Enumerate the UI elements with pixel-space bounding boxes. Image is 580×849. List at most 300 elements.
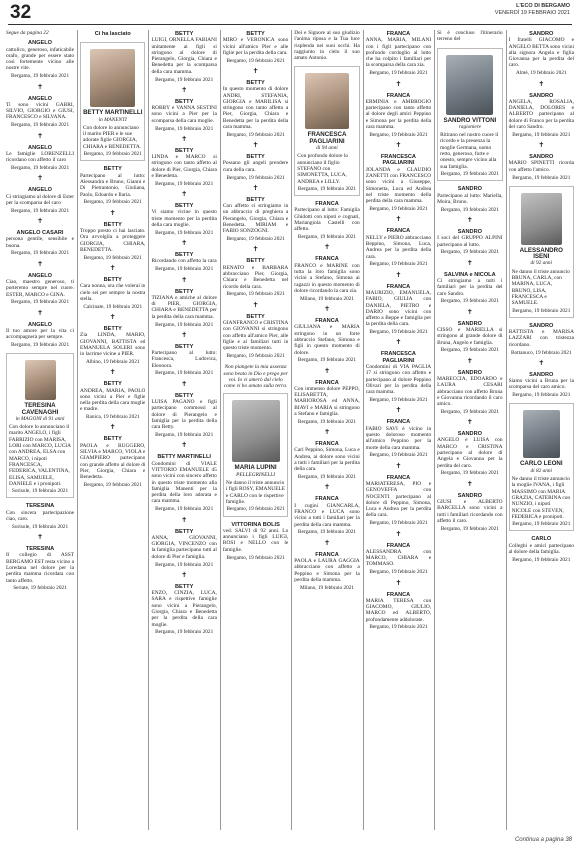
deceased-age: in MAGONI di 91 anni <box>15 415 65 422</box>
notice-text: Partecipano al lutto: Francesca, Ludovica, Eleonora. <box>151 350 217 369</box>
notice-text: Condomini di VIA PAGLIA 17 si stringono con affetto e partecipano al dolore Peppino Olivari per la perdita della cara mamma. <box>365 364 432 396</box>
notice-text: ANNA, GIOVANNI, GIORGIA, VINCENZO con la famiglia partecipano tutti al dolore di Pier e famiglia. <box>151 534 217 560</box>
notice-name: SANDRO <box>457 431 482 438</box>
notice-name: SANDRO <box>529 322 554 329</box>
notice-place-date: Bergamo, 19 febbraio 2021 <box>297 418 357 425</box>
death-announcement <box>223 393 288 516</box>
cross-icon: ✝ <box>395 215 402 224</box>
cross-icon: ✝ <box>395 141 402 150</box>
notice-text: MAURIZIO, EMANUELA, FABIO, GIULIA con DANIELA, PIETRO e DARIO sono vicini con affetto a Beppe e famiglia per la perdita della cara. <box>365 289 432 328</box>
obituary-notice <box>80 222 145 272</box>
notice-text: Vi siamo vicine in questo triste momento per la perdita della cara moglie. <box>151 209 217 229</box>
cross-icon: ✝ <box>324 366 330 375</box>
notice-name: FRANCA <box>315 551 339 558</box>
announcement-place-date: Bergamo, 19 febbraio 2021 <box>83 151 142 158</box>
column-3 <box>148 30 216 830</box>
notice-text: CISSO e MARIELLA si stringono al grande dolore di Bruna, Angelo e famiglia. <box>437 326 503 346</box>
obituary-notice <box>223 197 288 254</box>
obituary-notice <box>223 31 288 75</box>
notice-place-date: Bergamo, 19 febbraio 2021 <box>155 506 214 513</box>
obituary-notice <box>366 351 431 414</box>
notice-place-date: Bergamo, 19 febbraio 2021 <box>440 206 499 213</box>
deceased-age: di 82 anni <box>530 467 553 474</box>
cross-icon: ✝ <box>466 356 473 365</box>
notice-place-date: Bergamo, 19 febbraio 2021 <box>440 298 499 305</box>
quote: Non piangete la mia assenza sono beata in Dio e prego per voi. Io vi amerò dal cielo come vi ho amato sulla terra. <box>223 364 288 390</box>
cross-icon: ✝ <box>252 245 259 254</box>
announcement-place-date: Sorisole, 19 febbraio 2021 <box>11 488 69 495</box>
cross-icon: ✝ <box>538 141 545 150</box>
obituary-notice <box>80 436 145 488</box>
notice-place-date: Bergamo, 19 febbraio 2021 <box>155 629 214 636</box>
cross-icon: ✝ <box>109 312 116 321</box>
cross-icon: ✝ <box>181 570 188 579</box>
obituary-notice <box>6 503 74 541</box>
deceased-name: CARLO LEONI <box>519 460 563 468</box>
obituary-notice <box>80 277 145 321</box>
obituary-notice <box>151 344 216 388</box>
notice-name: FRANCA <box>315 256 339 263</box>
notice-place-date: Bergamo, 19 febbraio 2021 <box>512 392 571 399</box>
obituary-notice <box>366 284 431 347</box>
notice-place-date: Bergamo, 19 febbraio 2021 <box>440 470 499 477</box>
cross-icon: ✝ <box>109 208 116 217</box>
page-header <box>8 0 572 26</box>
notice-place-date: Bergamo, 19 febbraio 2021 <box>226 57 285 64</box>
obituary-notice <box>151 203 216 247</box>
notice-place-date: Bergamo, 19 febbraio 2021 <box>226 352 285 359</box>
obituary-notice <box>6 230 74 268</box>
notice-place-date: Bergamo, 19 febbraio 2021 <box>83 482 142 489</box>
announcement-text: Ne danno il triste annuncio BRUNA, CARLA, con MARINA, LUCA, BRUNO, LISA, FRANCESCA e SAMUELE. <box>511 268 570 307</box>
notice-text: Con sincera partecipazione ciao, caro. <box>6 509 75 523</box>
notice-place-date: Bergamo, 19 febbraio 2021 <box>512 556 571 563</box>
cross-icon: ✝ <box>37 131 43 140</box>
cross-icon: ✝ <box>109 423 116 432</box>
cross-icon: ✝ <box>181 275 188 284</box>
notice-text: Con affetto ci stringiamo in un abbraccio di preghiera a Pierangelo, Giorgia, Chiara e Benedetta. MIRIAM e FABIO SONZOGNI. <box>222 203 289 235</box>
notice-text: Colleghi e amici partecipano al dolore della famiglia. <box>508 542 574 556</box>
notice-name: FRANCA <box>386 542 411 549</box>
obituary-notice <box>151 252 216 283</box>
page-number: 32 <box>10 2 32 23</box>
notice-text: Partecipano al lutto: Famiglia Ghidotti con nipoti e cognati, Mariangiola Castelli con affetto. <box>294 207 360 233</box>
cross-icon: ✝ <box>252 141 259 150</box>
obituary-notice <box>151 148 216 198</box>
notice-text: Con immenso dolore PEPPO, ELISABETTA, MARIOROSA ed ANNA, BIAVI e MARIA si stringono a Stefano e famiglia. <box>294 385 360 418</box>
notice-place-date: Bergamo, 19 febbraio 2021 <box>226 291 285 298</box>
announcement-text: Con dolore lo annunciano il marito ANGELO, i figli FABRIZIO con MARISA, LORI con MARCO, LUCIA con ANDREA, ELSA con MARCO, i nipoti FRANCESCA, FEDERICA, VALENTINA, ELISA, SAMUELE, DANIELE e i pronipoti. <box>9 424 71 487</box>
column-4 <box>220 30 288 830</box>
notice-name: BETTY <box>174 98 194 105</box>
notice-text: TIZIANA e amiche al dolore di PIER, GIORGIA, CHIARA e BENEDETTA per la perdita della cara mamma. <box>151 294 217 320</box>
cross-icon: ✝ <box>395 406 402 415</box>
masthead <box>495 3 570 17</box>
notice-text: Siamo vicini a Bruna per la scomparsa del caro amico. <box>508 378 574 391</box>
notice-text: PAOLA e RUGGERO, SILVIA e MARCO, VIOLA e GIAMPIERO partecipano con grande affetto al dolore di Pier, Giorgia, Chiara e Benedetta. <box>80 442 146 481</box>
column-2 <box>77 30 145 830</box>
notice-name: SANDRO <box>529 154 554 161</box>
cross-icon: ✝ <box>324 243 330 252</box>
notice-text: ENZO, CINZIA, LUCA, SARA e rispettive famiglie sono vicini a Pierangelo, Giorgia, Chiara e Benedetta per la perdita della cara moglie. <box>151 590 217 628</box>
notice-place-date: Bergamo, 19 febbraio 2021 <box>155 266 214 273</box>
notice-place-date: Bergamo, 19 febbraio 2021 <box>155 370 214 377</box>
notice-text: ALESSANDRA con MARCO, CHIARA e TOMMASO. <box>365 548 432 568</box>
deceased-age: di 94 anni <box>316 145 338 152</box>
cross-icon: ✝ <box>37 216 43 225</box>
cross-icon: ✝ <box>181 239 188 248</box>
notice-text: Zia LINDA, MARIO, GIOVANNI, BATTISTA ed EMANUELA SOLERI sono in lacrime vicine a PIER. <box>80 332 146 358</box>
obituary-notice <box>294 552 359 591</box>
obituary-notice <box>509 154 574 181</box>
obituary-notice <box>437 229 502 267</box>
notice-name: BETTY <box>246 313 265 320</box>
cross-icon: ✝ <box>466 307 473 316</box>
notice-place-date: Milano, 19 febbraio 2021 <box>299 584 355 591</box>
notice-place-date: Bottanuco, 19 febbraio 2021 <box>510 349 572 356</box>
notice-text: ROBBY e VANNA SESTINI sono vicini a Pier per la scomparsa della cara moglie. <box>151 105 217 124</box>
notice-text: Possano gli angeli prendere cura della cara. <box>222 160 289 173</box>
obituary-notice <box>223 314 288 360</box>
cross-icon: ✝ <box>538 79 545 88</box>
portrait-photo <box>521 193 562 245</box>
notice-place-date: Bergamo, 19 febbraio 2021 <box>297 474 357 481</box>
cross-icon: ✝ <box>538 358 545 367</box>
notice-place-date: Seriate, 19 febbraio 2021 <box>13 585 67 592</box>
notice-place-date: Bergamo, 19 febbraio 2021 <box>226 554 285 561</box>
notice-place-date: Bergamo, 19 febbraio 2021 <box>369 520 428 527</box>
notice-text: ANDREA, MARIA, PAOLO sono vicini a Pier e figlie nella perdita della cara moglie e madre. <box>80 387 146 413</box>
notice-text: ved. SALVI di 92 anni. Lo annunciano i figli LUIGI, ROSI e NELLO con le famiglie. <box>222 527 289 553</box>
notice-place-date: Albino, 19 febbraio 2021 <box>85 358 140 365</box>
obituary-notice <box>437 493 502 532</box>
obituary-notice <box>294 380 359 437</box>
obituary-notice <box>151 584 216 636</box>
obituary-notice <box>151 31 216 94</box>
notice-name: FRANCA <box>315 201 339 208</box>
deceased-age: di 92 anni <box>530 260 553 267</box>
notice-name: BETTY <box>103 166 122 173</box>
cross-icon: ✝ <box>37 533 43 542</box>
notice-text: Ricordando con affetto la cara <box>151 258 217 265</box>
cross-icon: ✝ <box>324 483 330 492</box>
notice-text: I cugini GIANCARLA, FRANCO e LUCA sono vicini a tutti i familiari per la perdita della cara mamma. <box>294 502 360 528</box>
notice-text: ERMINIA e AMBROGIO partecipano con tanto affetto al dolore degli amici Peppino e Simona per la perdita della cara mamma. <box>365 98 432 131</box>
announcement-place-date: Bergamo, 19 febbraio 2021 <box>440 170 499 177</box>
notice-name: BETTY <box>174 528 194 535</box>
cross-icon: ✝ <box>37 174 43 183</box>
notice-name: BETTY <box>103 221 122 228</box>
cross-icon: ✝ <box>181 379 188 388</box>
notice-name: BETTY <box>174 147 194 154</box>
deceased-name: TERESINA CAVENAGHI <box>21 402 59 416</box>
notice-name: BETTY <box>174 583 194 590</box>
cross-icon: ✝ <box>395 338 402 347</box>
portrait-photo <box>90 49 135 107</box>
notice-place-date: Bergamo, 19 febbraio 2021 <box>369 452 428 459</box>
obituary-notice <box>223 154 288 192</box>
notice-place-date: Bergamo, 19 febbraio 2021 <box>155 125 214 132</box>
portrait-photo <box>523 410 560 458</box>
cross-icon: ✝ <box>395 461 402 470</box>
notice-text: NELLY e PIERO abbracciano Beppino, Simona, Luca, Andrea per la perdita della cara. <box>365 234 432 260</box>
announcement-text: Ne danno il triste annuncio la moglie IVANA, i figli MASSIMO con MARIA GRAZIA, CATERINA con NUNZIO, i nipoti NICOLE con STEVEN, FEDERICA e pronipoti. <box>511 476 571 520</box>
deceased-age: ragioniere <box>458 123 481 130</box>
column-8 <box>506 30 574 830</box>
cross-icon: ✝ <box>37 82 43 91</box>
obituary-notice <box>80 381 145 431</box>
notice-text: Ti sono vicini GABRI, SILVIO, GIORGIO e GIUSI, FRANCESCO e SILVANA. <box>6 101 75 121</box>
issue-date: VENERDÌ 19 FEBBRAIO 2021 <box>494 10 570 16</box>
notice-text: Dei e Signore al suo giudizio l'anima riposa e la Tua luce risplenda nei suoi occhi. Ha raggiunto in cielo il suo amato Antonio. <box>294 30 360 62</box>
portrait-photo <box>232 400 280 462</box>
notice-name: FRANCA <box>386 92 411 99</box>
cross-icon: ✝ <box>181 85 188 94</box>
obituary-notice <box>151 289 216 339</box>
obituary-notice <box>6 546 74 592</box>
notice-text: Il collegio di ASST BERGAMO EST resta vicino a Loredana nel dolore per la perdita mamma ricordata con tanto affetto. <box>6 552 75 584</box>
announcement-place-date: Bergamo, 19 febbraio 2021 <box>512 307 571 314</box>
notice-name: SANDRO <box>529 371 554 378</box>
notice-name: BETTY <box>103 325 122 332</box>
obituary-notice <box>6 40 74 90</box>
announcement-text: Con dolore lo annunciano il marito PIER e le sue adorate figlie GIORGIA, CHIARA e BENEDETTA. <box>83 124 142 150</box>
notice-name: BETTY <box>246 31 265 37</box>
notice-text: BATTISTA e MARISA LAZZARI con tristezza ricordano. <box>508 329 574 348</box>
notice-place-date: Bergamo, 19 febbraio 2021 <box>512 174 571 181</box>
notice-name: FRANCA <box>315 496 339 503</box>
notice-name: BETTY <box>246 196 265 203</box>
notice-name: BETTY <box>103 436 122 443</box>
notice-name: TERESINA <box>25 546 55 553</box>
notice-place-date: Bergamo, 19 febbraio 2021 <box>369 206 428 213</box>
cross-icon: ✝ <box>324 305 330 314</box>
notice-name: BETTY <box>174 288 194 295</box>
column-7 <box>434 30 502 830</box>
obituary-notice <box>6 273 74 317</box>
obituary-notice <box>366 228 431 278</box>
obituary-notice <box>437 321 502 365</box>
obituary-notice <box>151 454 216 523</box>
death-announcement <box>294 66 359 196</box>
notice-name: SANDRO <box>457 320 482 327</box>
death-announcement <box>509 186 574 318</box>
obituary-notice <box>437 431 502 488</box>
notice-text: Ciao, maestro generoso, ti porteremo sempre nel cuore. ESTER, MARCO e GINA. <box>6 278 75 298</box>
notice-name: FRANCA <box>315 379 339 386</box>
obituary-notice <box>80 31 145 37</box>
notice-name: FRANCA <box>386 591 411 598</box>
notice-text: RENATO e BARBARA abbracciano Pier, Giorgia, Chiara e Benedetta nel ricordo della cara. <box>222 264 289 290</box>
cross-icon: ✝ <box>252 183 259 192</box>
obituary-notice <box>509 31 574 88</box>
deceased-name: FRANCESCA PAGLIARINI <box>307 131 347 145</box>
cross-icon: ✝ <box>181 515 188 524</box>
notice-text: Le famiglie LORENZELLI ricordano con affetto il caro <box>6 150 75 164</box>
notice-name: ANGELO CASARI <box>16 229 64 236</box>
notice-text: Il tuo amore per la vita ci accompagnerà per sempre. <box>6 327 75 341</box>
cross-icon: ✝ <box>109 263 116 272</box>
notice-place-date: Bergamo, 19 febbraio 2021 <box>155 432 214 439</box>
cross-icon: ✝ <box>395 270 402 279</box>
notice-place-date: Bergamo, 19 febbraio 2021 <box>369 397 428 404</box>
notice-text: Cara nonna, ora che volerai in cielo sei per sempre la nostra stella. <box>80 283 146 302</box>
notice-place-date: Bergamo, 19 febbraio 2021 <box>440 408 499 415</box>
notice-name: BETTY <box>174 252 194 259</box>
notice-place-date: Bergamo, 19 febbraio 2021 <box>369 261 428 268</box>
notice-name: ANGELO <box>28 187 52 194</box>
notice-place-date: Bergamo, 19 febbraio 2021 <box>10 122 70 129</box>
notice-place-date: Bergamo, 19 febbraio 2021 <box>10 250 70 257</box>
notice-place-date: Bergamo, 19 febbraio 2021 <box>512 131 571 138</box>
notice-place-date: Bergamo, 19 febbraio 2021 <box>297 529 357 536</box>
continued-to: Continua a pagina 38 <box>514 837 572 843</box>
notice-place-date: Ranica, 19 febbraio 2021 <box>85 414 140 421</box>
notice-name: TERESINA <box>25 503 55 510</box>
obituary-notice <box>366 543 431 587</box>
announcement-place-date: Bergamo, 19 febbraio 2021 <box>512 521 571 528</box>
obituary-notice <box>151 529 216 579</box>
notice-name: BETTY <box>174 31 194 37</box>
notice-name: BETTY <box>174 203 194 210</box>
notice-name: BETTY <box>246 154 265 161</box>
notice-name: FRANCESCA PAGLIARINI <box>380 154 416 167</box>
notice-text: FRANCO e MARINE con tutta la loro famiglia sono vicini a Stefano, Simona ai ragazzi in questo momento di dolore ricordando la cara zia. <box>294 262 360 294</box>
notice-text: LUIGI, ORNELLA FABIANI unitamente ai figli si stringono al dolore di Pierangelo, Giorgia, Chiara e Benedetta per la scomparsa della cara mamma. <box>151 37 217 75</box>
notice-text: I soci del GRUPPO ALPINI partecipano al lutto. <box>437 235 503 248</box>
notice-text: GIUSI e ALBERTO BARCELLA sono vicini a tutti i familiari ricordando con affetto il caro. <box>437 499 503 524</box>
obituary-notice <box>6 187 74 225</box>
notice-place-date: Bergamo, 19 febbraio 2021 <box>297 357 357 364</box>
cross-icon: ✝ <box>395 529 402 538</box>
cross-icon: ✝ <box>181 441 188 450</box>
notice-text: cattolico, generoso, infaticabile orafo, grande per essere stato così fortemente vicino alle nostre vite. <box>6 46 75 72</box>
cross-icon: ✝ <box>252 300 259 309</box>
obituary-notice <box>294 441 359 491</box>
notice-text: LINDA e MARCO si stringono con tanto affetto al dolore di Pier, Giorgia, Chiara e Benedetta. <box>151 154 217 180</box>
cross-icon: ✝ <box>466 215 473 224</box>
notice-text: Si è concluso l'itinerario terreno del <box>437 30 503 43</box>
cross-icon: ✝ <box>252 66 259 75</box>
notice-place-date: Bergamo, 19 febbraio 2021 <box>10 299 70 306</box>
obituary-notice <box>223 80 288 149</box>
notice-text: Condomini di VIALE VITTORIO EMANUELE 45 sono vicini con sincero affetto in questo triste momento alla famiglia Manenti per la perdita della loro adorata e cara mamma. <box>151 460 217 505</box>
notice-text: GIULIANA e MARIA stringono in un forte abbraccio Stefano, Simona e figli in questo momento di dolore. <box>294 324 360 356</box>
deceased-age: PELLEGRINELLI <box>236 471 276 478</box>
cross-icon: ✝ <box>466 418 473 427</box>
obituary-notice <box>294 496 359 546</box>
obituary-notice <box>437 272 502 316</box>
obituary-notice <box>437 370 502 427</box>
notice-text: Partecipano al lutto: Alessandra e Bruno, Gianni e Di Pietrantonio, Giuliana, Paolo, Edoardo e Ilaria. <box>80 172 146 198</box>
header-rule <box>8 24 572 25</box>
notice-place-date: Bergamo, 19 febbraio 2021 <box>226 236 285 243</box>
death-announcement <box>6 353 74 498</box>
notice-name: SANDRO <box>529 92 554 99</box>
obituary-columns <box>6 30 574 830</box>
cross-icon: ✝ <box>109 368 116 377</box>
obituary-notice <box>223 522 288 561</box>
deceased-name: SANDRO VITTONI <box>443 116 497 124</box>
notice-name: BETTY <box>103 381 122 388</box>
notice-text: MARIA TERESA con GIACOMO, GIULIO, MARCO ed ALBERTO, profondamente addolorate. <box>365 597 432 623</box>
cross-icon: ✝ <box>466 258 473 267</box>
notice-name: FRANCA <box>386 474 411 481</box>
obituary-notice <box>437 186 502 224</box>
notice-place-date: Bergamo, 19 febbraio 2021 <box>440 347 499 354</box>
notice-name: ANGELO <box>28 40 52 47</box>
notice-text: MARECCIA, EDOARDO e LAURA CESARI abbracciano con affetto Bruna e Giovanna ricordando il caro amico. <box>437 375 503 408</box>
notice-place-date: Bergamo, 19 febbraio 2021 <box>440 249 499 256</box>
obituary-notice <box>6 145 74 183</box>
notice-name: SANDRO <box>457 228 482 235</box>
notice-place-date: Almè, 19 febbraio 2021 <box>515 70 567 77</box>
obituary-notice <box>366 419 431 469</box>
notice-name: FRANCA <box>386 419 411 426</box>
deceased-name: ALESSANDRO ISENI <box>519 246 563 261</box>
notice-text: ANGELA, ROSALIA, DANIELA, DOLORES e ALBERTO partecipano al dolore di Franco per la perdita del caro Sandro. <box>508 98 574 131</box>
death-announcement <box>80 42 145 161</box>
notice-name: ANGELO <box>28 272 52 279</box>
notice-name: BETTY MARTINELLI <box>157 454 211 461</box>
notice-place-date: Bergamo, 19 febbraio 2021 <box>10 207 70 214</box>
notice-place-date: Sorisole, 19 febbraio 2021 <box>11 523 69 530</box>
notice-place-date: Bergamo, 19 febbraio 2021 <box>297 234 357 241</box>
notice-place-date: Bergamo, 19 febbraio 2021 <box>369 131 428 138</box>
notice-text: MARIO SPINETTI ricorda con affetto l'amico. <box>508 160 574 173</box>
notice-place-date: Bergamo, 19 febbraio 2021 <box>226 131 285 138</box>
notice-name: FRANCA <box>386 31 411 37</box>
notice-place-date: Calcinate, 19 febbraio 2021 <box>83 303 143 310</box>
death-announcement <box>509 403 574 531</box>
notice-name: BETTY <box>103 276 122 283</box>
notice-name: ANGELO <box>28 321 52 328</box>
notice-name: SANDRO <box>457 186 482 193</box>
notice-name: SANDRO <box>457 492 482 499</box>
cross-icon: ✝ <box>395 578 402 587</box>
obituary-notice <box>366 31 431 88</box>
notice-place-date: Bergamo, 19 febbraio 2021 <box>369 70 428 77</box>
notice-place-date: Bergamo, 19 febbraio 2021 <box>10 164 70 171</box>
notice-place-date: Bergamo, 19 febbraio 2021 <box>440 525 499 532</box>
notice-text: ANGELO e LUISA con MARCO e CRISTINA partecipano al dolore di Angela e Giovanna per la perdita del caro. <box>437 437 503 469</box>
obituary-notice <box>366 592 431 631</box>
obituary-notice <box>366 93 431 150</box>
notice-place-date: Bergamo, 19 febbraio 2021 <box>83 254 142 261</box>
notice-text: I fratelli GIACOMO e ANGELO BETTA sono vicini alla signora Angela e figlia Giovanna per la perdita del caro. <box>508 37 574 69</box>
notice-place-date: Bergamo, 19 febbraio 2021 <box>155 229 214 236</box>
notice-text: MIRO e VERONICA sono vicini all'amico Pier e alle figlie per la perdita della cara. <box>222 37 289 56</box>
notice-text: Troppo presto ci hai lasciato. Ora avvolgila a proteggere GIORGIA, CHIARA, BENEDETTA. <box>80 227 146 253</box>
cross-icon: ✝ <box>181 190 188 199</box>
obituary-notice <box>80 326 145 376</box>
notice-name: SALVINA e NICOLA <box>444 271 496 278</box>
notice-text: ANNA, MARIA, MILANI con i figli partecipano con profondo cordoglio al lutto che ha colpito i familiari per la scomparsa della cara zia. <box>365 37 432 69</box>
deceased-name: MARIA LUPINI <box>234 464 277 472</box>
notice-place-date: Bergamo, 19 febbraio 2021 <box>10 342 70 348</box>
notice-text: Partecipano al lutto: Mariella, Moira, Bruno. <box>437 192 503 205</box>
column-5 <box>291 30 359 830</box>
notice-name: FRANCA <box>386 283 411 290</box>
obituary-notice <box>294 318 359 375</box>
cross-icon: ✝ <box>324 428 330 437</box>
notice-text: Carl Peppino, Simona, Luca e Andrea, ai dolore sono vicini a tutti i familiari per la perdita della cara. <box>294 447 360 473</box>
cross-icon: ✝ <box>324 538 330 547</box>
continued-from: Segue da pagina 22 <box>6 30 49 36</box>
notice-name: VITTORINA BOLIS <box>231 521 280 528</box>
portrait-photo <box>446 55 493 115</box>
obituary-notice <box>509 372 574 399</box>
